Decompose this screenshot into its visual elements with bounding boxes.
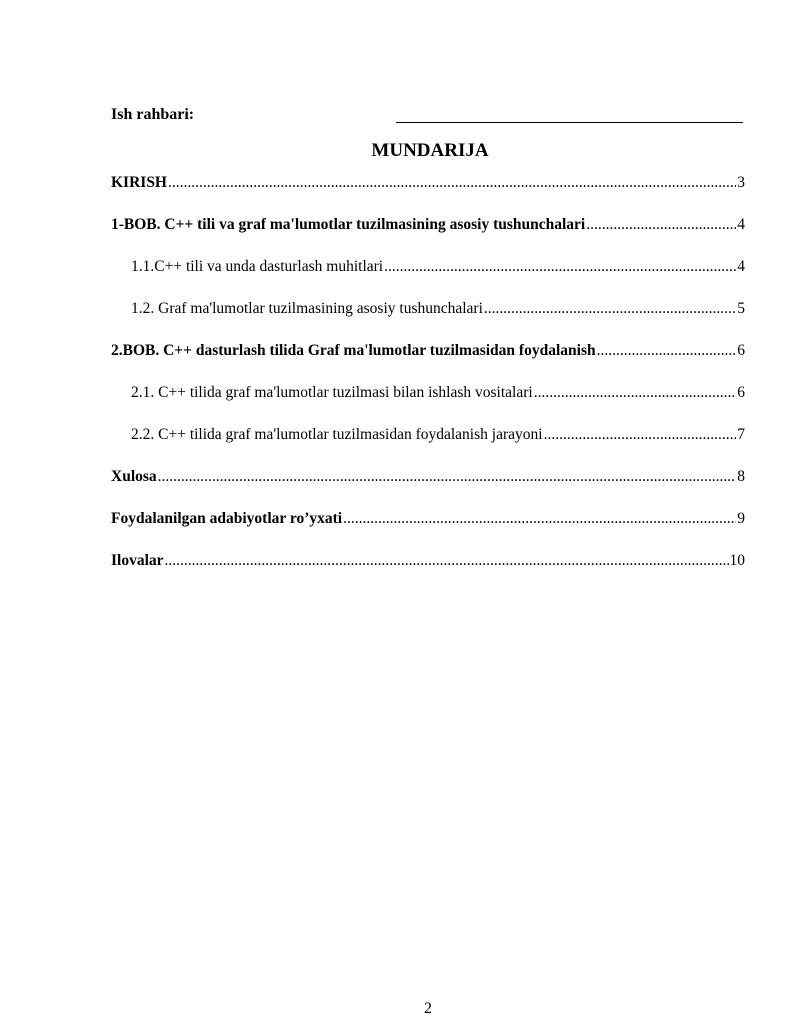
- page-number: 2: [424, 1000, 432, 1017]
- toc-entry-page: 5: [737, 300, 745, 317]
- toc-entry-page: 4: [737, 216, 745, 233]
- toc-entry-text: Ilovalar: [111, 552, 164, 569]
- table-of-contents: [111, 174, 745, 594]
- toc-entry-references: [111, 510, 745, 533]
- toc-leader-dots: [168, 174, 736, 192]
- toc-leader-dots: [165, 552, 729, 570]
- toc-entry-section-1-1: [111, 258, 745, 281]
- toc-leader-dots: [484, 300, 736, 318]
- toc-entry-text: Xulosa: [111, 468, 157, 485]
- toc-entry-text: 2.2. C++ tilida graf ma'lumotlar tuzilmasidan foydalanish jarayoni: [131, 426, 543, 443]
- toc-entry-text: 2.1. C++ tilida graf ma'lumotlar tuzilmasi bilan ishlash vositalari: [131, 384, 533, 401]
- toc-entry-text: Foydalanilgan adabiyotlar ro’yxati: [111, 510, 343, 527]
- toc-title: MUNDARIJA: [371, 140, 489, 161]
- toc-entry-page: 3: [737, 174, 745, 191]
- supervisor-label: Ish rahbari:: [111, 106, 195, 123]
- toc-entry-page: 6: [737, 384, 745, 401]
- toc-leader-dots: [343, 510, 736, 528]
- toc-entry-section-2-1: [111, 384, 745, 407]
- signature-underline: [396, 122, 743, 123]
- supervisor-line: [111, 106, 743, 128]
- toc-leader-dots: [384, 258, 736, 276]
- toc-entry-chapter-1: [111, 216, 745, 239]
- toc-leader-dots: [158, 468, 737, 486]
- toc-entry-page: 4: [737, 258, 745, 275]
- toc-entry-text: 1-BOB. C++ tili va graf ma'lumotlar tuzilmasining asosiy tushunchalari: [111, 216, 586, 233]
- toc-entry-kirish: [111, 174, 745, 197]
- toc-leader-dots: [544, 426, 737, 444]
- toc-entry-page: 8: [737, 468, 745, 485]
- toc-entry-text: KIRISH: [111, 174, 167, 191]
- toc-entry-text: 2.BOB. C++ dasturlash tilida Graf ma'lumotlar tuzilmasidan foydalanish: [111, 342, 596, 359]
- toc-entry-appendices: [111, 552, 745, 575]
- toc-entry-chapter-2: [111, 342, 745, 365]
- toc-leader-dots: [597, 342, 737, 360]
- toc-entry-text: 1.1.C++ tili va unda dasturlash muhitlari: [131, 258, 384, 275]
- toc-entry-section-1-2: [111, 300, 745, 323]
- toc-leader-dots: [534, 384, 737, 402]
- toc-entry-page: 9: [737, 510, 745, 527]
- toc-entry-page: 10: [729, 552, 745, 569]
- toc-entry-page: 7: [737, 426, 745, 443]
- toc-leader-dots: [586, 216, 736, 234]
- toc-entry-text: 1.2. Graf ma'lumotlar tuzilmasining asosiy tushunchalari: [131, 300, 483, 317]
- toc-entry-page: 6: [737, 342, 745, 359]
- toc-entry-section-2-2: [111, 426, 745, 449]
- toc-entry-xulosa: [111, 468, 745, 491]
